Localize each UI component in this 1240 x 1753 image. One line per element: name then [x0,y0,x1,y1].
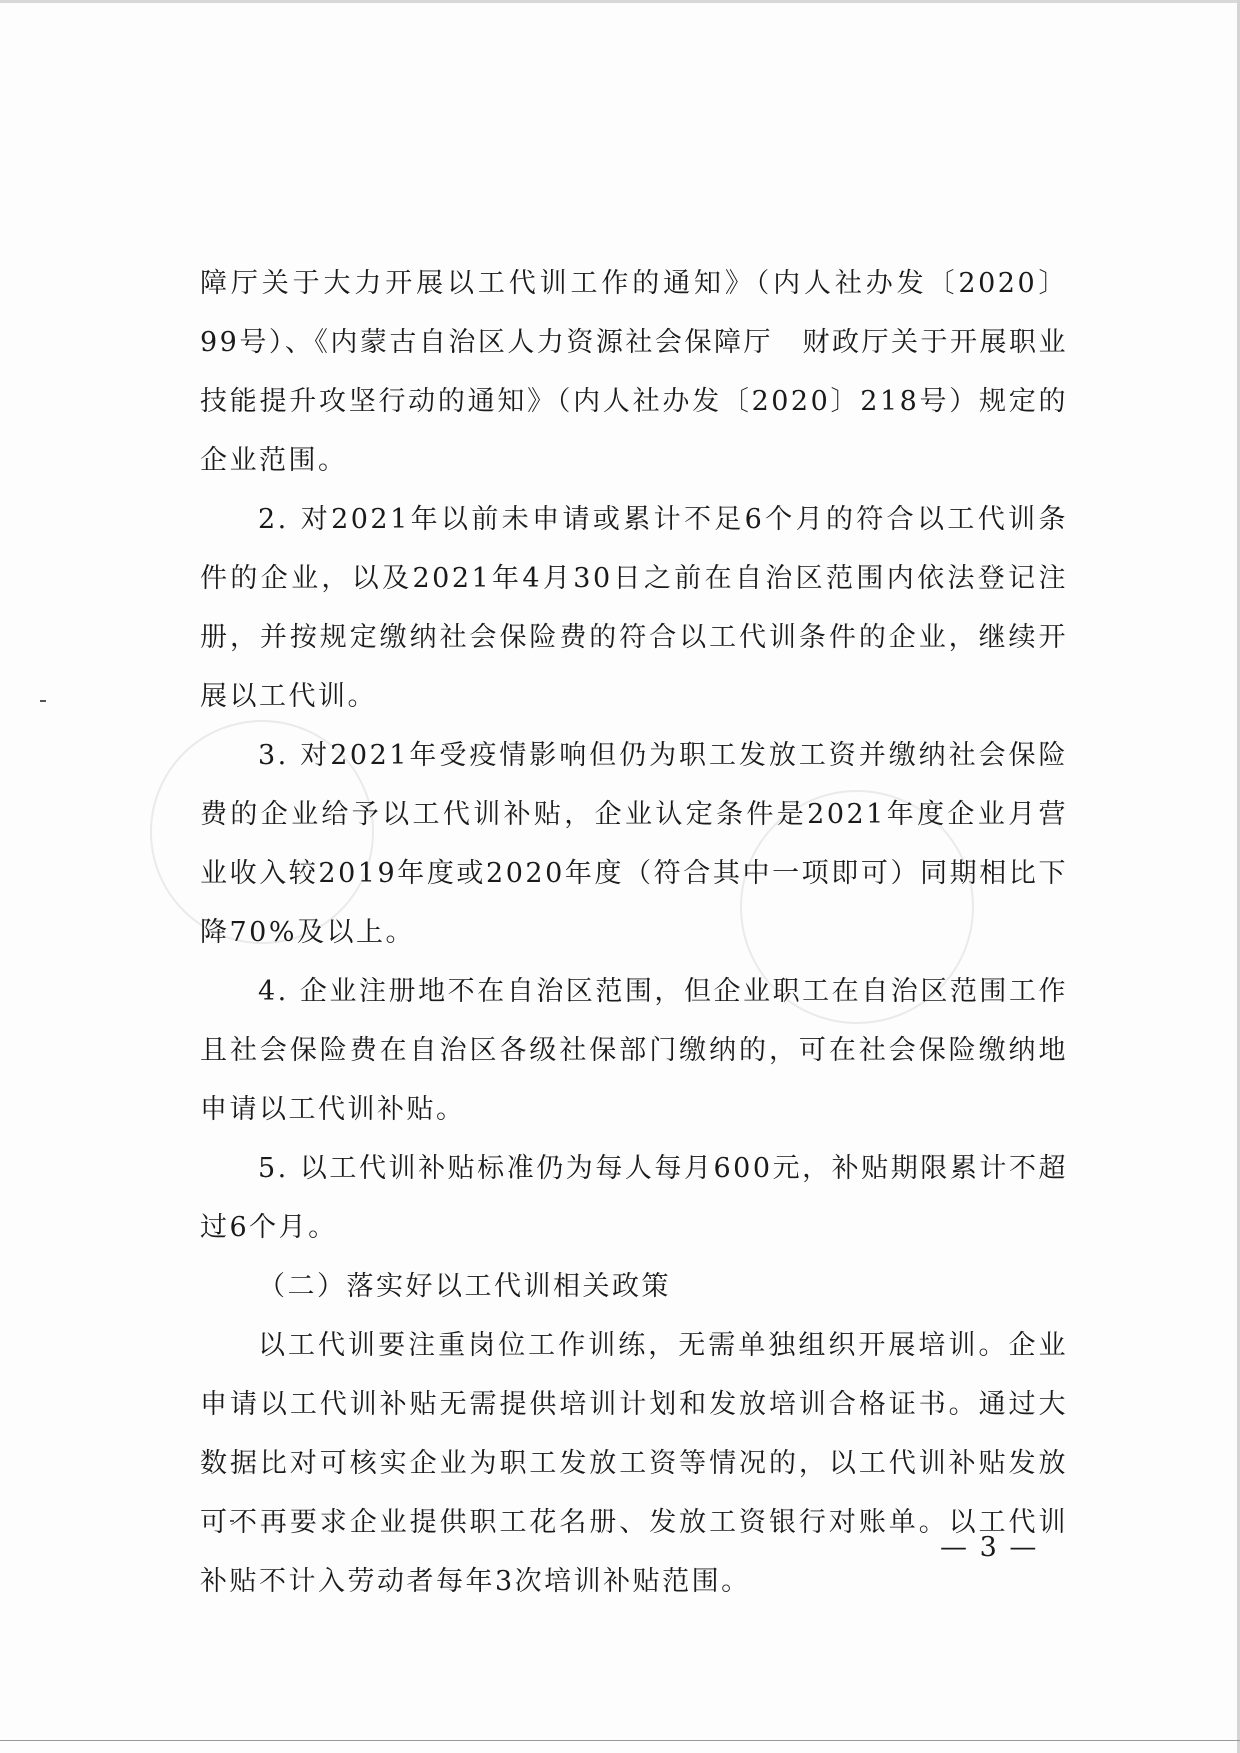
paragraph-item-3: 3. 对2021年受疫情影响但仍为职工发放工资并缴纳社会保险费的企业给予以工代训补贴，企业认定条件是2021年度企业月营业收入较2019年度或2020年度（符合其中一项即可）同期相比下降70%及以上。 [200,740,1068,948]
paragraph-item-4: 4. 企业注册地不在自治区范围，但企业职工在自治区范围工作且社会保险费在自治区各级社保部门缴纳的，可在社会保险缴纳地申请以工代训补贴。 [200,976,1068,1125]
document-body [200,254,1068,1611]
paragraph-item-5: 5. 以工代训补贴标准仍为每人每月600元，补贴期限累计不超过6个月。 [200,1153,1068,1243]
scan-speck [40,700,46,702]
paragraph-section-body: 以工代训要注重岗位工作训练，无需单独组织开展培训。企业申请以工代训补贴无需提供培训计划和发放培训合格证书。通过大数据比对可核实企业为职工发放工资等情况的，以工代训补贴发放可不再要求企业提供职工花名册、发放工资银行对账单。以工代训补贴不计入劳动者每年3次培训补贴范围。 [200,1330,1068,1597]
section-heading: （二）落实好以工代训相关政策 [258,1271,671,1302]
scan-edge-top [0,0,1240,3]
paragraph-continuation: 障厅关于大力开展以工代训工作的通知》（内人社办发〔2020〕99号）、《内蒙古自治区人力资源社会保障厅 财政厅关于开展职业技能提升攻坚行动的通知》（内人社办发〔2020〕218号）规定的企业范围。 [200,268,1068,476]
page-number: — 3 — [940,1532,1039,1563]
scan-edge-bottom [0,1740,1240,1741]
paragraph-item-2: 2. 对2021年以前未申请或累计不足6个月的符合以工代训条件的企业，以及2021年4月30日之前在自治区范围内依法登记注册，并按规定缴纳社会保险费的符合以工代训条件的企业，继续开展以工代训。 [200,504,1068,712]
